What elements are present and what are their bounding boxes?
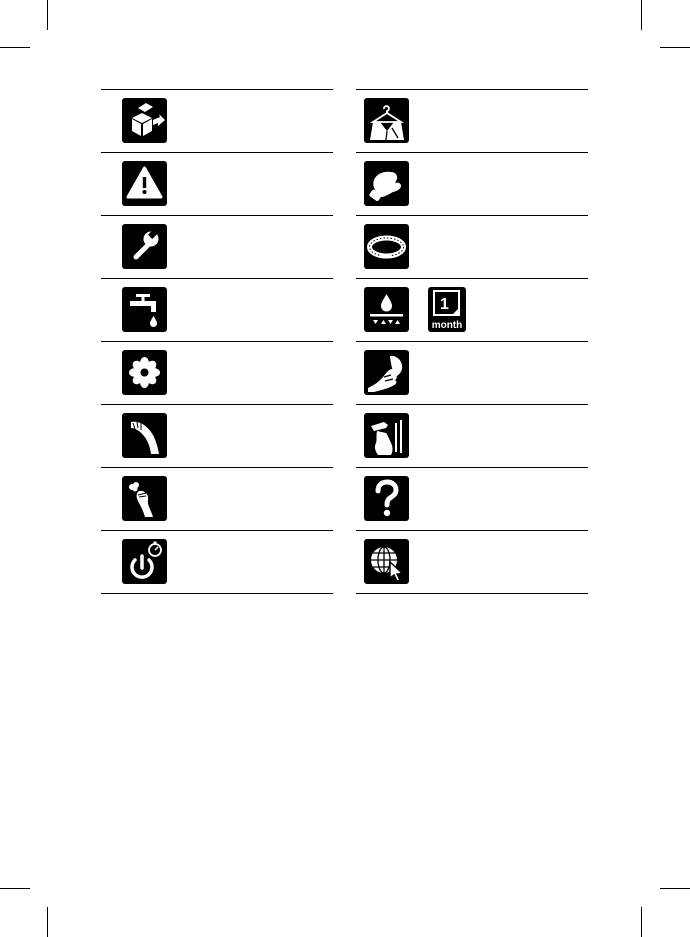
icon-row [356,341,588,404]
pouring-bottle-icon [364,413,409,458]
water-drop-icon [364,287,409,332]
flower-icon [122,350,167,395]
crop-mark [0,47,30,48]
warning-icon [122,161,167,206]
icon-row [101,404,333,467]
crop-mark [660,47,690,48]
left-icon-column [101,89,333,594]
calendar-icon [428,287,466,332]
wrench-icon [122,224,167,269]
unpacking-box-icon [122,98,167,143]
power-timer-icon [122,539,167,584]
crop-mark [47,0,48,30]
icon-row [101,530,333,594]
wax-strip-icon [122,413,167,458]
crop-mark [641,907,642,937]
right-icon-column [356,89,588,594]
icon-row [101,341,333,404]
icon-row [101,215,333,278]
web-globe-icon [364,539,409,584]
crop-mark [641,0,642,30]
calendar-label: month [431,320,463,331]
icon-row [356,404,588,467]
icon-row [356,530,588,594]
calendar-number: 1 [440,296,449,313]
icon-row [101,152,333,215]
hanger-clothes-icon [364,98,409,143]
cleaning-hand-icon [364,350,409,395]
icon-row [101,467,333,530]
icon-row [356,89,588,152]
crop-mark [47,907,48,937]
icon-row [356,152,588,215]
crop-mark [0,888,30,889]
icon-row [101,89,333,152]
icon-row [356,278,588,341]
icon-row [356,467,588,530]
wristband-icon [364,224,409,269]
icon-row [101,278,333,341]
help-icon [364,476,409,521]
icon-row [356,215,588,278]
steam-leg-icon [122,476,167,521]
glove-icon [364,161,409,206]
water-tap-icon [122,287,167,332]
crop-mark [660,888,690,889]
